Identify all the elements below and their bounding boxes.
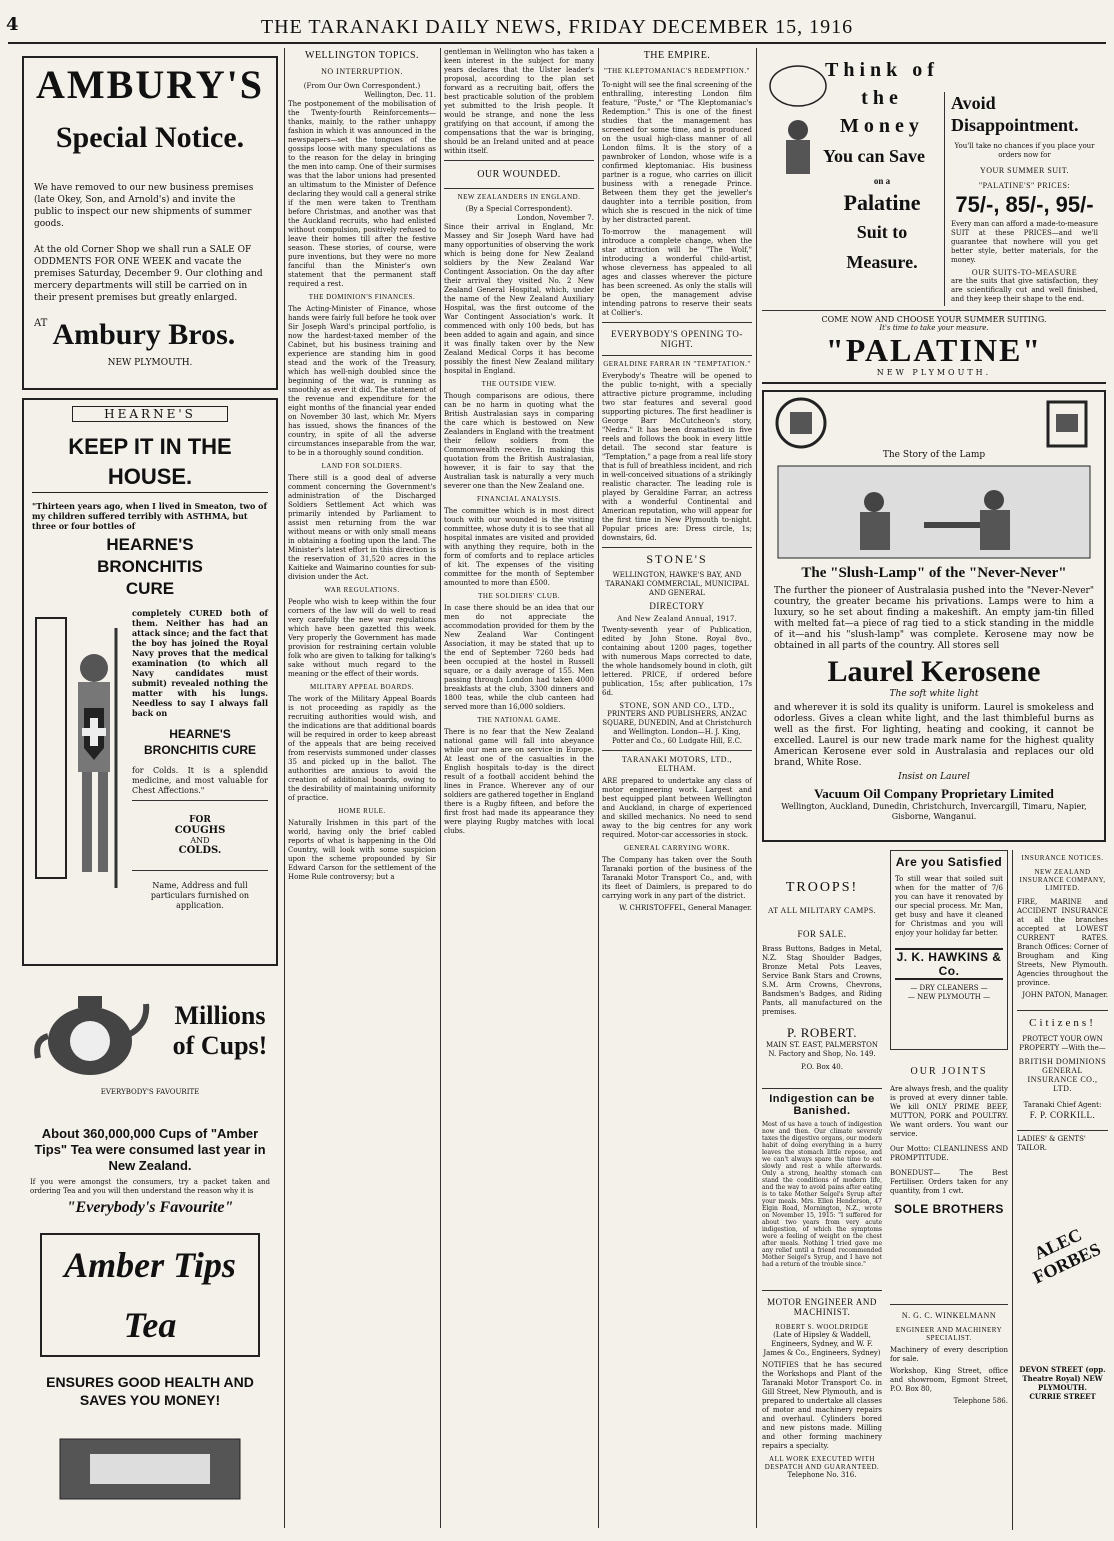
masthead-rule bbox=[8, 42, 1106, 44]
insurance-agent: F. P. CORKILL. bbox=[1029, 1110, 1096, 1120]
column-rule-3 bbox=[598, 48, 599, 1528]
palatine-town: NEW PLYMOUTH. bbox=[876, 368, 992, 377]
joints-bonedust: BONEDUST— The Best Fertiliser. Orders taken for any quantity, from 1 cwt. bbox=[890, 1169, 1008, 1195]
hearne-body: completely CURED both of them. Neither has had an attack since; and the fact that the boy has joined the Royal Navy proves that the medical examination (to which all Navy candidates must submit) revealed nothing the matter with his lungs. Needless to say I always fall back on bbox=[132, 608, 268, 718]
wounded-sec3: THE SOLDIERS' CLUB. bbox=[478, 592, 560, 600]
ambury-firm: Ambury Bros. bbox=[52, 318, 236, 351]
wellington-sec5: HOME RULE. bbox=[338, 807, 386, 815]
hearne-footer: Name, Address and full particulars furnished on application. bbox=[150, 881, 250, 910]
wounded-sec2: FINANCIAL ANALYSIS. bbox=[477, 495, 561, 503]
troops-addr: MAIN ST. EAST, PALMERSTON N. Factory and Shop, No. 149. bbox=[766, 1041, 878, 1058]
wellington-sec1: THE DOMINION'S FINANCES. bbox=[308, 293, 416, 301]
stones-title: STONE'S bbox=[646, 552, 708, 566]
stones-body: Twenty-seventh year of Publication, edited by John Stone. Royal 8vo., containing about 1200 pages, together with numerous Maps corrected to date, the whole handsomely bound in cloth, gilt lettered. PRICE, if ordered before publication, 15s; after publication, 17s 6d. bbox=[602, 626, 752, 697]
winkelmann-tel: Telephone 586. bbox=[953, 1397, 1008, 1405]
laurel-cities: Wellington, Auckland, Dunedin, Christchurch, Invercargill, Timaru, Napier, Gisborne, Wanganui. bbox=[781, 802, 1087, 821]
winkelmann-ad bbox=[890, 1304, 1008, 1530]
motors-title: TARANAKI MOTORS, LTD., ELTHAM. bbox=[621, 755, 733, 773]
kerosene-tin-icon bbox=[1040, 396, 1094, 450]
indigestion-title: Indigestion can be Banished. bbox=[769, 1093, 875, 1117]
wounded-title: OUR WOUNDED. bbox=[477, 169, 561, 180]
wellington-p6: Naturally Irishmen in this part of the world, having only the brief cabled reports of what is happening in the Old Country, will look with some suspicion upon the scheme propounded by Sir Edward Carson for the settlement of the Home Rule controversy; but a bbox=[288, 819, 436, 881]
wellington-from: (From Our Own Correspondent.) bbox=[303, 82, 421, 90]
wounded-p3: The committee which is in most direct touch with our wounded is the visiting committee, whose duty it is to see that all hospital inmates are visited and provided with anything they require, both in the form of comforts and to replace articles of kit. The expenses of the visiting committee for the month of September amounted to more than £500. bbox=[444, 507, 594, 587]
laurel-kerosene-ad bbox=[762, 390, 1106, 842]
insurance-citizens: Citizens! bbox=[1029, 1017, 1096, 1029]
empire-p1: To-night will see the final screening of the enthralling, interesting London film feature, "Poste," or "The Kleptomaniac's Redemption." This is one of the finest studies that the management has screened for some time, and is produced on the usual high-class manner of all London films. It is the story of a pawnbroker of London, whose wife is a confirmed kleptomaniac. His business partner is a rogue, who carries on illicit business with a renegade Prince. Between them they get the jeweller's daughter into a terrible position, from which she is rescued in the nick of time by her distracted parent. bbox=[602, 81, 752, 224]
laurel-insist: Insist on Laurel bbox=[898, 772, 970, 782]
troops-body: Brass Buttons, Badges in Metal, N.Z. Stag Shoulder Badges, Bronze Metal Pots Leaves, Service Bank Stars and Crowns, S.M. Arm Crowns, Chevrons, Bandsmen's Badges, and Riding Pants, all manufactured on the premises. bbox=[762, 945, 882, 1016]
palatine-on: on a bbox=[873, 176, 891, 186]
palatine-suit: Suit to bbox=[856, 222, 908, 242]
laurel-company: Vacuum Oil Company Proprietary Limited bbox=[814, 786, 1054, 801]
laurel-headline: The "Slush-Lamp" of the "Never-Never" bbox=[801, 565, 1067, 581]
insurance-tailor: LADIES' & GENTS' TAILOR. bbox=[1017, 1135, 1086, 1152]
winkelmann-title: ENGINEER AND MACHINERY SPECIALIST. bbox=[895, 1326, 1003, 1342]
alec-currie: CURRIE STREET bbox=[1029, 1392, 1096, 1401]
column-rule-4 bbox=[756, 48, 757, 1528]
joints-firm: SOLE BROTHERS bbox=[894, 1202, 1004, 1216]
insurance-ad bbox=[1012, 850, 1108, 1530]
ambury-body-2: At the old Corner Shop we shall run a SALE OF ODDMENTS FOR ONE WEEK and vacate the premises Saturday, December 9. Our clothing and mercery departments will still be carried on in their present premises but greatly enlarged. bbox=[34, 245, 263, 303]
tea-packet-icon bbox=[30, 1429, 270, 1509]
knight-icon bbox=[32, 608, 128, 908]
palatine-think: Think of the Money bbox=[825, 59, 939, 137]
satisfied-town: — NEW PLYMOUTH — bbox=[907, 993, 991, 1001]
wounded-sec1: THE OUTSIDE VIEW. bbox=[481, 380, 557, 388]
indigestion-ad bbox=[762, 1088, 882, 1284]
wounded-date: London, November 7. bbox=[517, 214, 594, 222]
satisfied-ad bbox=[890, 850, 1008, 1050]
motor-eng-name: ROBERT S. WOOLDRIDGE bbox=[775, 1323, 869, 1331]
amber-badge: EVERYBODY'S FAVOURITE bbox=[100, 1088, 200, 1096]
motor-eng-late: (Late of Hipsley & Waddell, Engineers, Sydney, and W. F. James & Co., Engineers, Sydney) bbox=[763, 1331, 881, 1357]
slush-lamp-illustration bbox=[774, 462, 1094, 562]
troops-sale: FOR SALE. bbox=[797, 929, 847, 939]
hearne-quote: "Thirteen years ago, when I lived in Smeaton, two of my children suffered terribly with ASTHMA, but three or four bottles of bbox=[32, 501, 267, 531]
insurance-agent-label: Taranaki Chief Agent: bbox=[1023, 1101, 1102, 1109]
knight-illustration bbox=[32, 608, 128, 908]
our-wounded-column bbox=[444, 48, 594, 1530]
palatine-come: COME NOW AND CHOOSE YOUR SUMMER SUITING. bbox=[821, 315, 1047, 324]
ambury-town: NEW PLYMOUTH. bbox=[107, 358, 193, 368]
wellington-sub: NO INTERRUPTION. bbox=[321, 67, 403, 76]
wellington-p4: People who wish to keep within the four corners of the law will do well to read very carefully the new war regulations which have been gazetted this week. Very properly the Government has made provision for restraining certain voluble folk who are given to talking for talking's sake without much regard to the meaning or the effect of their words. bbox=[288, 598, 436, 678]
laurel-story: The Story of the Lamp bbox=[882, 450, 986, 460]
empire-title: THE EMPIRE. bbox=[643, 50, 711, 61]
amber-brand: Amber Tips Tea bbox=[40, 1233, 260, 1357]
palatine-name: Palatine bbox=[843, 190, 921, 215]
hearne-colds: COLDS. bbox=[178, 845, 222, 856]
alec-devon: DEVON STREET (opp. Theatre Royal) NEW PLYMOUTH. bbox=[1019, 1365, 1106, 1392]
column-rule-2 bbox=[440, 48, 441, 1528]
hearne-product-small: HEARNE'S BRONCHITIS CURE bbox=[143, 727, 256, 757]
wounded-sec4: THE NATIONAL GAME. bbox=[477, 716, 561, 724]
palatine-suits-label: OUR SUITS-TO-MEASURE bbox=[971, 268, 1078, 277]
stones-annual: And New Zealand Annual, 1917. bbox=[616, 614, 738, 623]
newspaper-title: THE TARANAKI DAILY NEWS, FRIDAY DECEMBER 15, 1916 bbox=[260, 16, 854, 38]
palatine-avoid-body: You'll take no chances if you place your orders now for bbox=[954, 142, 1095, 159]
wellington-sec4: MILITARY APPEAL BOARDS. bbox=[310, 683, 414, 691]
ambury-body-1: We have removed to our new business premises (late Okey, Son, and Arnold's) and invite the public to inspect our new shipments of summer goods. bbox=[34, 183, 254, 229]
palatine-suits-body: are the suits that give satisfaction, they are scientifically cut and well finished, and they keep their shape to the end. bbox=[951, 277, 1098, 303]
wounded-p5: There is no fear that the New Zealand national game will fall into abeyance while our men are on service in Europe. At least one of the casualties in the English hospitals to-day is the direct result of a football accident behind the lines in France. Wherever any of our soldiers are gathered together in England there is a Rugby fifteen, and before the first frost had made its appearance they were playing Rugby matches with local clubs. bbox=[444, 728, 594, 835]
wellington-title: WELLINGTON TOPICS. bbox=[305, 50, 419, 61]
winkelmann-body: Machinery of every description for sale. bbox=[890, 1346, 1008, 1363]
wellington-p1: The postponement of the mobilisation of the Twenty-fourth Reinforcements—thanks, mainly, to the rather unhappy fashion in which it was announced in the newspapers—set the tongues of the gossips loose with many speculations as to the reason for the delay in bringing the men into camp. One of their surmises was that the labor unions had presented an ultimatum to the Minister of Defence declaring they would call a general strike if the men were taken to Trentham before Christmas, and another was that the Auckland recruits, who had enlisted without compulsion, positively refused to leave their homes till after the festive season. These stories, of course, were pure inventions, but they were no more fanciful than the Minister's own statement that the permanent staff required a rest. bbox=[288, 100, 436, 288]
stones-directory: DIRECTORY bbox=[649, 601, 705, 611]
amber-favourite: "Everybody's Favourite" bbox=[66, 1199, 234, 1216]
stones-sub: WELLINGTON, HAWKE'S BAY, AND TARANAKI COMMERCIAL, MUNICIPAL AND GENERAL bbox=[605, 571, 749, 597]
wellington-p5: The work of the Military Appeal Boards is not proceeding as rapidly as the recruiting authorities would wish, and the indications are that additional boards will be required in order to keep abreast of the appeals that are being received from reservists summoned under classes 35 and picked up in the ballot. The authorities are anxious to avoid the creation of additional boards, owing to the desirability of maintaining uniformity of practice. bbox=[288, 695, 436, 802]
ambury-headline: Special Notice. bbox=[55, 121, 245, 154]
satisfied-dry: — DRY CLEANERS — bbox=[910, 984, 988, 992]
carrying-sign: W. CHRISTOFFEL, General Manager. bbox=[619, 904, 752, 912]
indigestion-body: Most of us have a touch of indigestion now and then. Our climate severely taxes the digestive organs, our modern habit of doing everything in a hurry leaves the stomach little repose, and we can't always spare the time to eat slowly and rest a while afterwards. Only a strong, healthy stomach can stand the conditions of modern life, and the way to avoid pains after eating is to take Mother Seigel's Syrup after your meals. Mrs. Ellen Henderson, 47 Elgin Road, Mornington, N.Z., wrote on November 15, 1915: "I suffered for about two years from very acute indigestion, of which the symptoms were a feeling of weight on the chest after meals. Nothing I tried gave me any relief until a friend recommended Mother Seigel's Syrup, and I have not had a return of the trouble since." bbox=[762, 1121, 882, 1268]
hearne-banner: HEARNE'S bbox=[72, 406, 228, 422]
wounded-p4: In case there should be an idea that our men do not appreciate the accommodation provided for them by the New Zealand War Contingent Association, it may be stated that up to the end of September 7260 beds had been occupied at the hostel in Russell square, or a daily average of 155. Men passing through London had taken 4000 breakfasts at the club, 3300 dinners and 1800 teas, while the club canteen had served more than 16,000 soldiers. bbox=[444, 604, 594, 711]
palatine-avoid: Avoid Disappointment. bbox=[951, 93, 1079, 135]
empire-sub2: GERALDINE FARRAR IN "TEMPTATION." bbox=[603, 360, 751, 368]
wounded-sub: NEW ZEALANDERS IN ENGLAND. bbox=[457, 193, 581, 201]
laurel-badge-icon bbox=[774, 396, 828, 450]
empire-sec1: EVERYBODY'S OPENING TO-NIGHT. bbox=[611, 329, 743, 349]
empire-p2: To-morrow the management will introduce a complete change, when the star attraction will be "The Wolf," introducing a wonderful child-artist, whose cleverness has appealed to all ages and classes wherever the picture has been screened. As only the stalls will be open, the management advise intending patrons to reserve their seats at Collier's. bbox=[602, 228, 752, 317]
wellington-p3: There still is a good deal of adverse comment concerning the Government's administration of the Discharged Soldiers Settlement Act which was primarily intended by Parliament to assist men returning from the war without means or with only small means in obtaining a footing upon the land. The Minister's latest effort in this direction is the reservation of 31,520 acres in the Kaitieke and Waimarino counties for sub-division under the Act. bbox=[288, 474, 436, 581]
palatine-time: It's time to take your measure. bbox=[879, 324, 989, 332]
carrying-title: GENERAL CARRYING WORK. bbox=[623, 844, 731, 852]
hearne-product: HEARNE'S BRONCHITIS CURE bbox=[97, 535, 203, 598]
hearne-headline: KEEP IT IN THE HOUSE. bbox=[32, 432, 268, 493]
amber-about: About 360,000,000 Cups of "Amber Tips" Tea were consumed last year in New Zealand. bbox=[34, 1126, 266, 1173]
hearne-and: AND bbox=[190, 836, 210, 845]
palatine-ad bbox=[762, 48, 1106, 384]
hearne-ad bbox=[22, 398, 278, 966]
amber-millions: Millions of Cups! bbox=[172, 1001, 268, 1060]
troops-box: P.O. Box 40. bbox=[801, 1063, 843, 1071]
carrying-body: The Company has taken over the South Taranaki portion of the business of the Taranaki Motor Transport Co., and, with its fleet of Daimlers, is prepared to do carrying work in any part of the district. bbox=[602, 856, 752, 900]
masthead bbox=[0, 0, 1114, 46]
insurance-title: INSURANCE NOTICES. bbox=[1021, 854, 1104, 862]
motor-eng-body: NOTIFIES that he has secured the Workshops and Plant of the Taranaki Motor Transport Co. in Gill Street, New Plymouth, and is prepared to undertake all classes of motor and machinery repairs and overhaul. Cylinders bored and new pistons made. Milling and other forming machinery repairs a specialty. bbox=[762, 1361, 882, 1450]
hearne-side: for Colds. It is a splendid medicine, and most valuable for Chest Affections." bbox=[132, 766, 268, 795]
satisfied-body: To still wear that soiled suit when for the matter of 7/6 you can have it renovated by our special process. Mr. Man, get busy and have it cleaned for Christmas and you will enjoy your holiday far better. bbox=[895, 875, 1003, 937]
column-rule-1 bbox=[284, 48, 285, 1528]
wellington-p2: The Acting-Minister of Finance, whose hands were fairly full before he took over Sir Joseph Ward's principal portfolio, is now the hardest-taxed member of the Cabinet, but his business training and experience are standing him in good stead and the work of the Treasury, which has well-nigh doubled since the beginning of the war, is running as smoothly as ever it did. The statement of the revenue and expenditure for the eight months of the financial year ended on November 30 last, which Mr. Myers has issued, shows the finances of the country, in spite of all the adverse circumstances inseparable from the war, to be in a thoroughly sound condition. bbox=[288, 305, 436, 457]
hearne-coughs: COUGHS bbox=[174, 825, 226, 836]
laurel-brand: Laurel Kerosene bbox=[827, 655, 1041, 688]
troops-camps: AT ALL MILITARY CAMPS. bbox=[767, 906, 877, 915]
amber-small: If you were amongst the consumers, try a packet taken and ordering Tea and you will then understand the reason why it is bbox=[30, 1178, 270, 1195]
amber-tips-ad bbox=[22, 970, 278, 1520]
wounded-cont: gentleman in Wellington who has taken a keen interest in the subject for many years declares that the Ulster leader's proposal, according to the plan set forward as a recruiting bait, offers the best practicable solution of the problem yet submitted to the Irish people. It would be strange, and none the less gratifying on that account, if among the compensations that the war is bringing, should be an Ireland united and at peace within itself. bbox=[444, 48, 594, 155]
palatine-prices-body: Every man can afford a made-to-measure SUIT at these PRICES—and we'll guarantee that nowhere will you get better style, better materials, for the money. bbox=[951, 220, 1098, 264]
motor-eng-all: ALL WORK EXECUTED WITH DESPATCH AND GUARANTEED. bbox=[764, 1455, 880, 1471]
wellington-topics-column bbox=[288, 48, 436, 1530]
page-number: 4 bbox=[6, 14, 19, 35]
empire-p3: Everybody's Theatre will be opened to the public to-night, with a specially attractive picture programme, including two star features and several good supporting pictures. The first headliner is George Barr McCutcheon's story, "Nedra." It has been dramatised in five reels and follows the book in every little detail. The second star feature is "Temptation," a page from a real life story that is full of breathless incident, and rich in well-conceived situations of a strikingly realistic character. The leading role is played by Geraldine Farrar, an actress with a wonderful Continental and American reputation, who will appear for the first time in New Plymouth to-night. Popular prices are: Dress circle, 1s; downstairs, 6d. bbox=[602, 372, 752, 542]
laurel-body-2: and wherever it is sold its quality is uniform. Laurel is smokeless and odorless. Gives a clean white light, and the last thimbleful burns as well as the first. For lighting, heating and cooking, it cannot be excelled. Laurel is our new trade mark name for the highest quality American Kerosene ever sold in Australasia and replaces our old brand, White Rose. bbox=[774, 703, 1094, 768]
insurance-protect: PROTECT YOUR OWN PROPERTY —With the— bbox=[1019, 1035, 1106, 1052]
wellington-date: Wellington, Dec. 11. bbox=[364, 91, 436, 99]
palatine-measure: Measure. bbox=[846, 252, 918, 272]
joints-motto: Our Motto: CLEANLINESS AND PROMPTITUDE. bbox=[890, 1145, 1008, 1162]
winkelmann-addr: Workshop, King Street, office and showroom, Egmont Street, P.O. Box 80, bbox=[890, 1367, 1008, 1393]
palatine-prices-label: "PALATINE'S" PRICES: bbox=[978, 181, 1071, 190]
insurance-british: BRITISH DOMINIONS GENERAL INSURANCE CO., LTD. bbox=[1018, 1057, 1107, 1093]
teapot-icon bbox=[30, 976, 150, 1086]
empire-column bbox=[602, 48, 752, 1530]
satisfied-firm: J. K. HAWKINS & Co. bbox=[896, 950, 1002, 978]
ambury-name: AMBURY'S bbox=[36, 62, 264, 107]
wounded-p2: Though comparisons are odious, there can be no harm in quoting what the British Australasian says in comparing the care which is bestowed on New Zealanders in England with the treatment their fellow soldiers from the Commonwealth receive. In making this quotation from the British Australasian, however, it is fair to say that the Australian task is naturally a very much severer one than the New Zealand one. bbox=[444, 392, 594, 490]
troops-firm: P. ROBERT. bbox=[786, 1025, 858, 1040]
insurance-body: FIRE, MARINE and ACCIDENT INSURANCE at all the branches accepted at LOWEST CURRENT RATES. Branch Offices: Corner of Brougham and King Streets, New Plymouth. Agencies throughout the province. bbox=[1017, 898, 1108, 987]
joints-body: Are always fresh, and the quality is proved at every dinner table. We kill ONLY PRIME BEEF, MUTTON, PORK and POULTRY. We want orders. You want our service. bbox=[890, 1085, 1008, 1138]
laurel-tagline: The soft white light bbox=[889, 689, 979, 699]
palatine-prices: 75/-, 85/-, 95/- bbox=[955, 192, 1094, 217]
troops-title: TROOPS! bbox=[785, 880, 859, 895]
wounded-p1: Since their arrival in England, Mr. Massey and Sir Joseph Ward have had many opportunities of observing the work which is being done for New Zealand soldiers by the New Zealand War Contingent Association. On the day after their arrival they visited No. 2 New Zealand General Hospital, which, under the name of the New Zealand Auxiliary Hospital, was the first outcome of the War Contingent Association's work. It commenced with only 100 beds, but has been added to again and again, and since it was finally taken over by the New Zealand Medical Corps it has become possibly the finest New Zealand military hospital in England. bbox=[444, 223, 594, 375]
palatine-save: You can Save bbox=[822, 146, 925, 166]
motor-eng-tel: Telephone No. 316. bbox=[787, 1471, 857, 1479]
amber-slogan: ENSURES GOOD HEALTH AND SAVES YOU MONEY! bbox=[46, 1374, 254, 1408]
wellington-sec2: LAND FOR SOLDIERS. bbox=[321, 462, 403, 470]
winkelmann-name: N. G. C. WINKELMANN bbox=[901, 1311, 997, 1320]
wellington-sec3: WAR REGULATIONS. bbox=[324, 586, 400, 594]
ambury-firm-line bbox=[34, 318, 266, 352]
alec-forbes: ALEC FORBES bbox=[1029, 1224, 1104, 1288]
motor-engineer-ad bbox=[762, 1290, 882, 1530]
motors-body: ARE prepared to undertake any class of motor engineering work. Largest and best equipped plant between Wellington and Auckland, in charge of experienced and skilled mechanics. No need to send away to the big centres for any work required. Motor-car accessories in stock. bbox=[602, 777, 752, 839]
ambury-at: AT bbox=[34, 318, 48, 329]
wounded-from: (By a Special Correspondent). bbox=[465, 205, 573, 213]
palatine-brand: "PALATINE" bbox=[825, 332, 1043, 368]
insurance-company: NEW ZEALAND INSURANCE COMPANY, LIMITED. bbox=[1019, 868, 1106, 892]
motor-eng-title: MOTOR ENGINEER AND MACHINIST. bbox=[767, 1297, 877, 1317]
stones-firm: STONE, SON AND CO., LTD., bbox=[619, 701, 735, 710]
empire-sub: "THE KLEPTOMANIAC'S REDEMPTION." bbox=[604, 67, 750, 75]
joints-ad bbox=[890, 1058, 1008, 1300]
palatine-your-suit: YOUR SUMMER SUIT. bbox=[979, 166, 1070, 175]
hearne-for: FOR bbox=[189, 815, 211, 825]
ambury-ad bbox=[22, 56, 278, 390]
stones-addr: PRINTERS AND PUBLISHERS, ANZAC SQUARE, DUNEDIN, And at Christchurch and Wellington. London—H. J. King, Potter and Co., 60 Ludgate Hill, E.C. bbox=[602, 710, 752, 745]
satisfied-title: Are you Satisfied bbox=[895, 855, 1003, 869]
insurance-sign: JOHN PATON, Manager. bbox=[1022, 991, 1108, 999]
laurel-body-1: The further the pioneer of Australasia pushed into the "Never-Never" country, the greater became his privations. Lamps were to him a luxury, so he set about finding a makeshift. An empty jam-tin filled with melted fat—a piece of rag tied to a stick standing in the middle of it—and his "slush-lamp" was complete. Kerosene may now be obtained in all parts of the country. All stores sell bbox=[774, 586, 1094, 651]
joints-title: OUR JOINTS bbox=[910, 1066, 988, 1077]
troops-ad bbox=[762, 850, 882, 1080]
